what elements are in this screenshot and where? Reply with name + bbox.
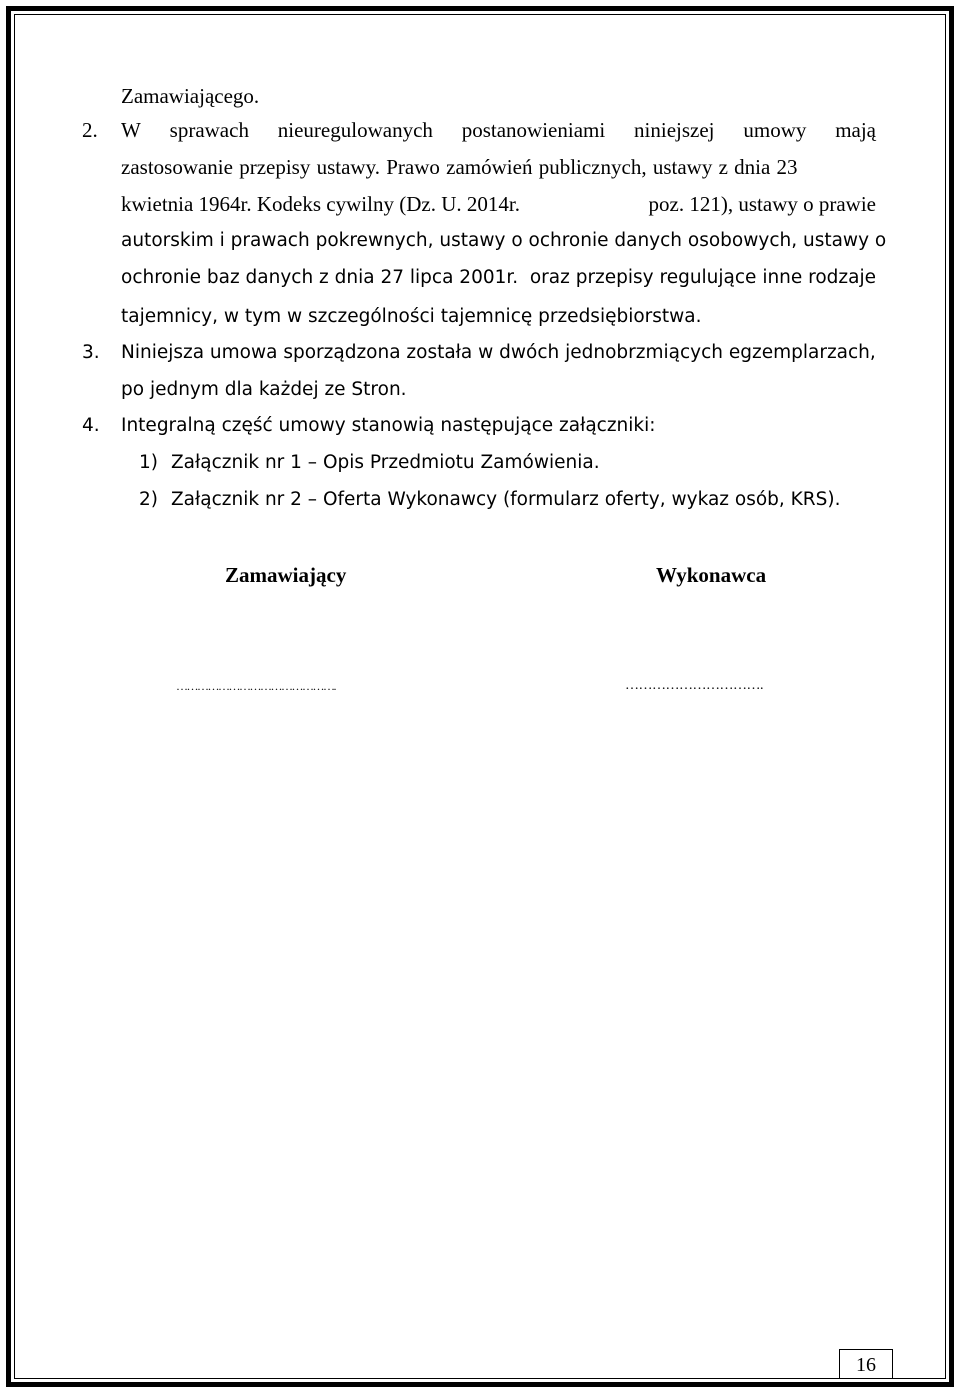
- word: W: [121, 118, 141, 142]
- attachment-2-text: Załącznik nr 2 – Oferta Wykonawcy (formularz oferty, wykaz osób, KRS).: [171, 489, 841, 510]
- word: umowy: [743, 118, 807, 142]
- item-2-number: 2.: [82, 118, 98, 142]
- item-2-line-5: [121, 266, 876, 290]
- text-part: poz. 121), ustawy o prawie: [648, 192, 876, 216]
- item-2-line-1: [121, 118, 876, 142]
- word: nieuregulowanych: [277, 118, 433, 142]
- item-3-line-2: po jednym dla każdej ze Stron.: [121, 379, 407, 400]
- attachment-1-number: 1): [139, 452, 158, 473]
- word: niniejszej: [634, 118, 715, 142]
- attachment-1-text: Załącznik nr 1 – Opis Przedmiotu Zamówienia.: [171, 452, 600, 473]
- item-2-line-6: tajemnicy, w tym w szczególności tajemnicę przedsiębiorstwa.: [121, 306, 702, 327]
- text-part: kwietnia 1964r. Kodeks cywilny (Dz. U. 2014r.: [121, 192, 520, 216]
- item-4-number: 4.: [82, 415, 100, 436]
- item-3-number: 3.: [82, 342, 100, 363]
- item-4-text: Integralną część umowy stanowią następujące załączniki:: [121, 415, 656, 436]
- signature-label-zamawiajacy: Zamawiający: [225, 563, 347, 587]
- word: postanowieniami: [461, 118, 606, 142]
- word: mają: [835, 118, 876, 142]
- text-part: oraz przepisy regulujące inne rodzaje: [529, 267, 876, 288]
- signature-line-left: ……………………………………….: [176, 679, 335, 693]
- page-border-inner: [14, 14, 946, 1379]
- item-3-line-1: Niniejsza umowa sporządzona została w dwóch jednobrzmiących egzemplarzach,: [121, 342, 876, 363]
- intro-tail-text: Zamawiającego.: [121, 84, 260, 108]
- page-number: 16: [839, 1349, 893, 1379]
- item-2-line-2: zastosowanie przepisy ustawy. Prawo zamówień publicznych, ustawy z dnia 23: [121, 155, 798, 179]
- attachment-2-number: 2): [139, 489, 158, 510]
- signature-label-wykonawca: Wykonawca: [656, 563, 767, 587]
- text-part: ochronie baz danych z dnia 27 lipca 2001r.: [121, 267, 519, 288]
- item-2-line-3: [121, 192, 876, 216]
- item-2-line-4: autorskim i prawach pokrewnych, ustawy o ochronie danych osobowych, ustawy o: [121, 230, 887, 251]
- signature-line-right: ………………………….: [625, 678, 763, 693]
- word: sprawach: [169, 118, 249, 142]
